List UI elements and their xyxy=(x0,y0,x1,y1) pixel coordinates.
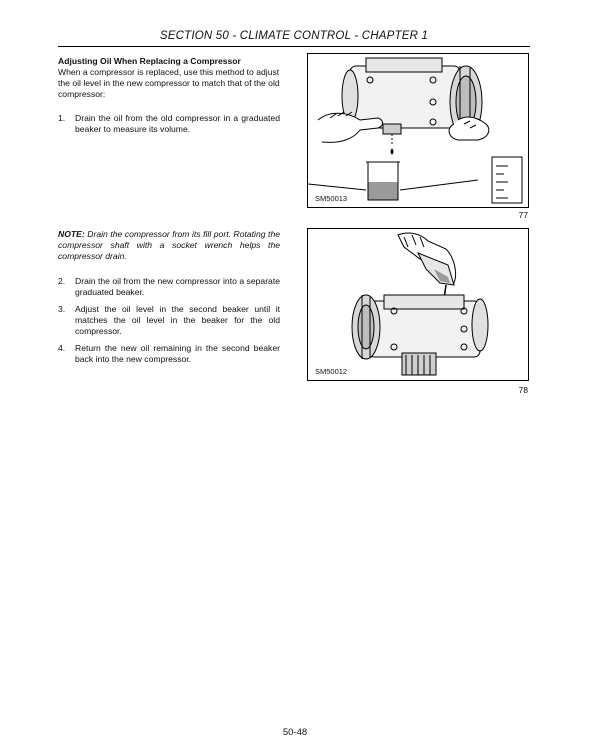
header-rule xyxy=(58,46,530,47)
section-header: SECTION 50 - CLIMATE CONTROL - CHAPTER 1 xyxy=(159,30,429,42)
step-number: 1. xyxy=(58,113,66,123)
step-text: Drain the oil from the old compressor in a graduated beaker to measure its volume. xyxy=(75,113,280,134)
step-text: Return the new oil remaining in the second beaker back into the new compressor. xyxy=(75,343,280,364)
note-text: Drain the compressor from its fill port. Rotating the compressor shaft with a socket wrench helps the compressor drain. xyxy=(58,229,280,261)
step-list-b xyxy=(58,276,280,365)
figure-77 xyxy=(307,53,529,208)
note-block xyxy=(58,229,280,262)
figure-number: 78 xyxy=(518,385,528,395)
step-text: Drain the oil from the new compressor into a separate graduated beaker. xyxy=(75,276,280,297)
step-item xyxy=(58,343,280,365)
compressor-draining-illustration xyxy=(308,54,528,207)
section-heading: Adjusting Oil When Replacing a Compressor xyxy=(58,56,241,66)
step-number: 3. xyxy=(58,304,66,314)
intro-block xyxy=(58,56,280,100)
step-list-a xyxy=(58,113,280,135)
figure-78 xyxy=(307,228,529,381)
figure-code: SM50013 xyxy=(315,194,348,203)
page-number: 50-48 xyxy=(282,727,308,738)
step-text: Adjust the oil level in the second beaker until it matches the oil level in the beaker for the old compressor. xyxy=(75,304,280,336)
intro-paragraph: When a compressor is replaced, use this method to adjust the oil level in the new compressor to match that of the old compressor: xyxy=(58,67,280,99)
step-item xyxy=(58,304,280,337)
step-number: 4. xyxy=(58,343,66,353)
oil-pouring-illustration xyxy=(308,229,528,380)
step-item xyxy=(58,113,280,135)
note-label: NOTE: xyxy=(58,229,85,239)
step-item xyxy=(58,276,280,298)
figure-code: SM50012 xyxy=(315,367,348,376)
figure-number: 77 xyxy=(518,210,528,220)
step-number: 2. xyxy=(58,276,66,286)
